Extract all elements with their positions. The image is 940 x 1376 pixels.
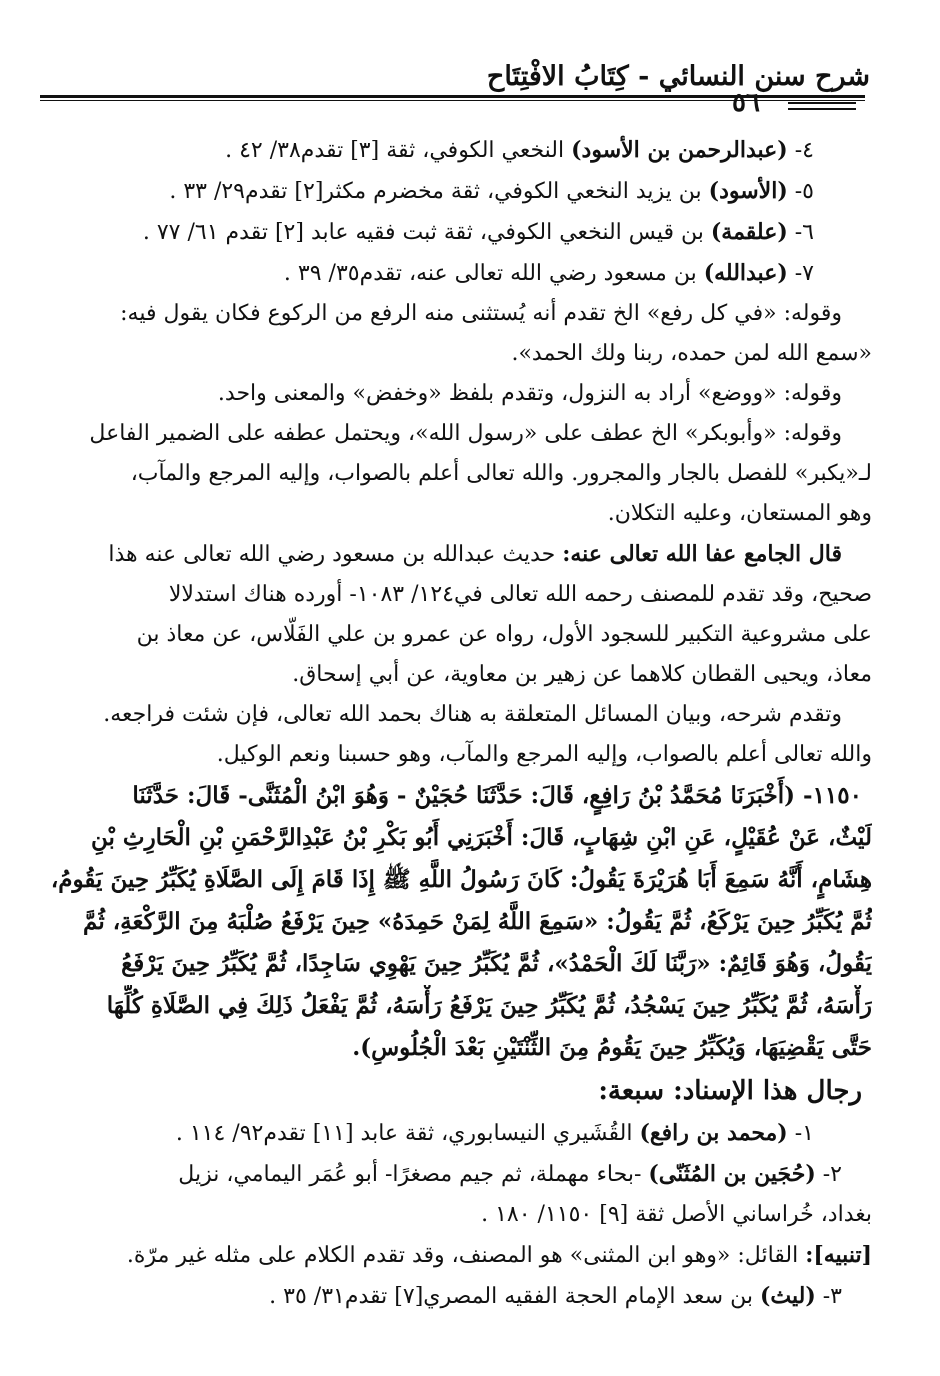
jami-text: حديث عبدالله بن مسعود رضي الله تعالى عنه هذا [108, 542, 556, 567]
tanbih-text: القائل: «وهو ابن المثنى» هو المصنف، وقد تقدم الكلام على مثله غير مرّة. [126, 1243, 799, 1268]
narrator-entry [38, 253, 872, 294]
commentary-line: وقوله: «ووضع» أراد به النزول، وتقدم بلفظ «وخفض» والمعنى واحد. [217, 381, 842, 406]
commentary-line: لـ«يكبر» للفصل بالجار والمجرور. والله تعالى أعلم بالصواب، وإليه المرجع والمآب، [130, 461, 872, 486]
tanbih-note [38, 1235, 872, 1276]
narrator-entry [38, 171, 872, 212]
narrator-name: (ليث) [759, 1283, 816, 1309]
narrator-details: بن قيس النخعي الكوفي، ثقة ثبت فقيه عابد [٢] تقدم ٦١/ ٧٧ . [142, 220, 704, 245]
commentary-line: وهو المستعان، وعليه التكلان. [607, 501, 872, 526]
running-title: شرح سنن النسائي - كِتَابُ الافْتِتَاح [486, 61, 870, 92]
narrator-continuation: بغداد، خُراساني الأصل ثقة [٩] ١١٥٠/ ١٨٠ . [481, 1202, 872, 1227]
jami-line: معاذ، ويحيى القطان كلاهما عن زهير بن معاوية، عن أبي إسحاق. [292, 662, 872, 687]
page-number-rule [788, 102, 856, 104]
jami-line: وتقدم شرحه، وبيان المسائل المتعلقة به هناك بحمد الله تعالى، فإن شئت فراجعه. [103, 702, 842, 727]
hadith-line: حَتَّى يَقْضِيَهَا، وَيُكَبِّرُ حِينَ يَقُومُ مِنَ الثِّنْتَيْنِ بَعْدَ الْجُلُوسِ). [352, 1034, 872, 1061]
narrator-number: ٥- [794, 179, 814, 204]
narrator-entry [38, 1276, 872, 1317]
narrator-number: ٦- [794, 220, 814, 245]
narrator-name: (محمد بن رافع) [639, 1120, 788, 1146]
narrator-number: ٢- [822, 1162, 842, 1187]
page-number: ٥٦ [732, 88, 760, 118]
narrator-details: القُشَيري النيسابوري، ثقة عابد [١١] تقدم٩٢/ ١١٤ . [175, 1121, 633, 1146]
jami-lead: قال الجامع عفا الله تعالى عنه: [562, 541, 842, 567]
narrator-entry [38, 1154, 872, 1195]
narrator-number: ٧- [794, 261, 814, 286]
narrator-entry [38, 1113, 872, 1154]
commentary-line: وقوله: «وأبوبكر» الخ عطف على «رسول الله»، ويحتمل عطفه على الضمير الفاعل [89, 421, 842, 446]
narrator-number: ١- [794, 1121, 814, 1146]
hadith-line: ثُمَّ يُكَبِّرُ حِينَ يَرْكَعُ، ثُمَّ يَقُولُ: «سَمِعَ اللَّهُ لِمَنْ حَمِدَهُ» حِينَ يَرْفَعُ صُلْبَهُ مِنَ الرَّكْعَةِ، ثُمَّ [83, 908, 872, 935]
narrator-details: بن سعد الإمام الحجة الفقيه المصري[٧] تقدم٣١/ ٣٥ . [269, 1284, 753, 1309]
narrator-name: (حُجَين بن المُثَنّى) [648, 1161, 816, 1187]
hadith-line: ١١٥٠- (أَخْبَرَنَا مُحَمَّدُ بْنُ رَافِعٍ، قَالَ: حَدَّثَنَا حُجَيْنٌ - وَهُوَ ابْنُ الْمُثَنَّى- قَالَ: حَدَّثَنَا [132, 782, 862, 809]
narrator-name: (عبدالله) [703, 260, 788, 286]
narrator-entry [38, 212, 872, 253]
narrator-entry [38, 130, 872, 171]
section-title: رجال هذا الإسناد: سبعة: [598, 1076, 862, 1106]
jami-line: على مشروعية التكبير للسجود الأول، رواه عن عمرو بن علي الفَلّاس، عن معاذ بن [136, 622, 872, 647]
hadith-line: لَيْثٌ، عَنْ عُقَيْلٍ، عَنِ ابْنِ شِهَابٍ، قَالَ: أَخْبَرَنِي أَبُو بَكْرِ بْنُ عَبْدِالرَّحْمَنِ بْنِ الْحَارِثِ بْنِ [91, 824, 872, 851]
hadith-line: يَقُولُ، وَهُوَ قَائِمٌ: «رَبَّنَا لَكَ الْحَمْدُ»، ثُمَّ يُكَبِّرُ حِينَ يَهْوِي سَاجِدًا، ثُمَّ يُكَبِّرُ حِينَ يَرْفَعُ [121, 950, 872, 977]
narrator-number: ٣- [822, 1284, 842, 1309]
jami-line: صحيح، وقد تقدم للمصنف رحمه الله تعالى في١٢٤/ ١٠٨٣- أورده هناك استدلالا [168, 582, 872, 607]
commentary-line: وقوله: «في كل رفع» الخ تقدم أنه يُستثنى منه الرفع من الركوع فكان يقول فيه: [120, 301, 842, 326]
narrator-name: (الأسود) [708, 178, 788, 204]
narrator-details: -بحاء مهملة، ثم جيم مصغرًا- أبو عُمَر اليمامي، نزيل [178, 1162, 642, 1187]
narrator-name: (علقمة) [710, 219, 788, 245]
commentary-line: «سمع الله لمن حمده، ربنا ولك الحمد». [511, 341, 872, 366]
tanbih-label: [تنبيه]: [805, 1242, 872, 1268]
hadith-line: رَأْسَهُ، ثُمَّ يُكَبِّرُ حِينَ يَسْجُدُ، ثُمَّ يُكَبِّرُ حِينَ يَرْفَعُ رَأْسَهُ، ثُمَّ يَفْعَلُ ذَلِكَ فِي الصَّلَاةِ كُلِّهَا [106, 992, 872, 1019]
narrator-details: بن يزيد النخعي الكوفي، ثقة مخضرم مكثر[٢] تقدم٢٩/ ٣٣ . [169, 179, 702, 204]
jami-statement [38, 534, 872, 575]
narrator-name: (عبدالرحمن بن الأسود) [571, 137, 788, 163]
narrator-details: بن مسعود رضي الله تعالى عنه، تقدم٣٥/ ٣٩ . [283, 261, 697, 286]
page-number-rule-lower [788, 108, 856, 110]
hadith-line: هِشَامٍ، أَنَّهُ سَمِعَ أَبَا هُرَيْرَةَ يَقُولُ: كَانَ رَسُولُ اللَّهِ ﷺ إِذَا قَامَ إِلَى الصَّلَاةِ يُكَبِّرُ حِينَ يَقُومُ، [50, 866, 872, 893]
narrator-details: النخعي الكوفي، ثقة [٣] تقدم٣٨/ ٤٢ . [225, 138, 565, 163]
narrator-number: ٤- [794, 138, 814, 163]
page-body [38, 130, 872, 1317]
jami-line: والله تعالى أعلم بالصواب، وإليه المرجع والمآب، وهو حسبنا ونعم الوكيل. [216, 742, 872, 767]
